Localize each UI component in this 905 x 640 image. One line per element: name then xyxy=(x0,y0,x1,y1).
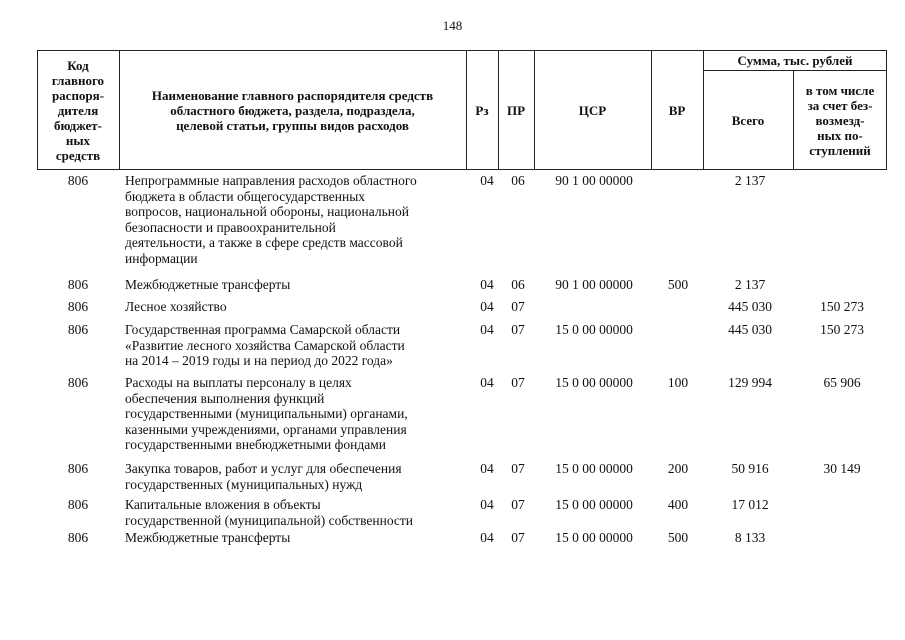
cell-pr: 06 xyxy=(511,277,525,292)
cell-total: 8 133 xyxy=(734,530,766,545)
cell-code: 806 xyxy=(67,299,89,314)
cell-vr: 500 xyxy=(667,277,689,292)
cell-rz: 04 xyxy=(480,375,494,390)
text-line: казенными учреждениями, органами управления xyxy=(125,421,407,437)
cell-pr: 07 xyxy=(511,461,525,476)
header-sum: Сумма, тыс. рублей xyxy=(737,52,853,68)
text-line: государственной (муниципальной) собственности xyxy=(125,512,414,528)
cell-grant: 65 906 xyxy=(823,375,861,390)
text-line: бюджет- xyxy=(53,117,102,133)
text-line: областного бюджета, раздела, подраздела, xyxy=(170,102,415,118)
cell-total: 2 137 xyxy=(734,277,766,292)
cell-rz: 04 xyxy=(480,461,494,476)
text-line: информации xyxy=(125,250,198,266)
text-line: Лесное хозяйство xyxy=(125,299,227,314)
cell-pr: 06 xyxy=(511,173,525,188)
cell-total: 445 030 xyxy=(728,299,772,314)
cell-code: 806 xyxy=(67,322,89,337)
text-line: Расходы на выплаты персоналу в целях xyxy=(125,375,352,390)
text-line: главного xyxy=(51,72,105,88)
header-total: Всего xyxy=(731,112,765,128)
cell-csr: 15 0 00 00000 xyxy=(555,322,633,337)
cell-code: 806 xyxy=(67,375,89,390)
cell-pr: 07 xyxy=(511,530,525,545)
cell-rz: 04 xyxy=(480,277,494,292)
cell-name xyxy=(125,530,465,546)
text-line: Код xyxy=(67,57,89,73)
text-line: распоря- xyxy=(51,87,105,103)
text-line: Межбюджетные трансферты xyxy=(125,530,291,545)
text-line: ных xyxy=(65,132,91,148)
header-name xyxy=(119,50,466,170)
text-line: государственных (муниципальных) нужд xyxy=(125,476,363,492)
cell-code: 806 xyxy=(67,530,89,545)
header-rz: Рз xyxy=(475,102,489,118)
cell-code: 806 xyxy=(67,277,89,292)
cell-total: 2 137 xyxy=(734,173,766,188)
cell-pr: 07 xyxy=(511,299,525,314)
header-pr: ПР xyxy=(506,102,526,118)
text-line: Закупка товаров, работ и услуг для обеспечения xyxy=(125,461,402,476)
cell-vr: 100 xyxy=(667,375,689,390)
text-line: ступлений xyxy=(809,142,871,158)
text-line: Непрограммные направления расходов областного xyxy=(125,173,417,188)
cell-total: 445 030 xyxy=(728,322,772,337)
cell-pr: 07 xyxy=(511,322,525,337)
cell-total: 17 012 xyxy=(731,497,769,512)
cell-total: 50 916 xyxy=(731,461,769,476)
text-line: за счет без- xyxy=(807,97,873,113)
header-vr: ВР xyxy=(668,102,686,118)
cell-rz: 04 xyxy=(480,497,494,512)
cell-pr: 07 xyxy=(511,497,525,512)
cell-csr: 15 0 00 00000 xyxy=(555,461,633,476)
text-line: деятельности, а также в сфере средств массовой xyxy=(125,235,403,250)
cell-name xyxy=(125,322,465,369)
cell-grant: 30 149 xyxy=(823,461,861,476)
cell-code: 806 xyxy=(67,173,89,188)
text-line: «Развитие лесного хозяйства Самарской области xyxy=(125,337,405,353)
cell-total: 129 994 xyxy=(728,375,772,390)
text-line: государственными внебюджетными фондами xyxy=(125,437,387,452)
text-line: государственными (муниципальными) органами, xyxy=(125,406,408,421)
cell-rz: 04 xyxy=(480,322,494,337)
header-grant xyxy=(793,70,887,170)
text-line: Межбюджетные трансферты xyxy=(125,277,291,292)
cell-code: 806 xyxy=(67,461,89,476)
cell-csr: 90 1 00 00000 xyxy=(555,173,633,188)
text-line: возмезд- xyxy=(815,112,865,128)
text-line: средств xyxy=(55,147,101,163)
cell-rz: 04 xyxy=(480,299,494,314)
header-code xyxy=(37,50,119,170)
text-line: вопросов, национальной обороны, национальной xyxy=(125,204,409,219)
text-line: бюджета в области общегосударственных xyxy=(125,188,366,204)
cell-csr: 15 0 00 00000 xyxy=(555,497,633,512)
text-line: обеспечения выполнения функций xyxy=(125,390,325,406)
text-line: безопасности и правоохранительной xyxy=(125,219,336,235)
text-line: дителя xyxy=(57,102,99,118)
cell-vr: 200 xyxy=(667,461,689,476)
cell-name xyxy=(125,375,465,453)
cell-name xyxy=(125,173,465,266)
text-line: Капитальные вложения в объекты xyxy=(125,497,321,512)
cell-rz: 04 xyxy=(480,173,494,188)
cell-name xyxy=(125,299,465,315)
cell-vr: 500 xyxy=(667,530,689,545)
cell-vr: 400 xyxy=(667,497,689,512)
text-line: ных по- xyxy=(817,127,863,143)
cell-csr: 15 0 00 00000 xyxy=(555,530,633,545)
page-number: 148 xyxy=(442,18,463,33)
cell-rz: 04 xyxy=(480,530,494,545)
cell-name xyxy=(125,497,465,528)
cell-grant: 150 273 xyxy=(820,299,864,314)
cell-pr: 07 xyxy=(511,375,525,390)
text-line: целевой статьи, группы видов расходов xyxy=(176,117,409,133)
cell-grant: 150 273 xyxy=(820,322,864,337)
cell-csr: 15 0 00 00000 xyxy=(555,375,633,390)
cell-name xyxy=(125,461,465,492)
text-line: Наименование главного распорядителя средств xyxy=(151,87,434,103)
cell-name xyxy=(125,277,465,293)
cell-csr: 90 1 00 00000 xyxy=(555,277,633,292)
text-line: Государственная программа Самарской области xyxy=(125,322,401,337)
header-csr: ЦСР xyxy=(578,102,607,118)
cell-code: 806 xyxy=(67,497,89,512)
text-line: на 2014 – 2019 годы и на период до 2022 года» xyxy=(125,353,393,368)
text-line: в том числе xyxy=(805,82,875,98)
